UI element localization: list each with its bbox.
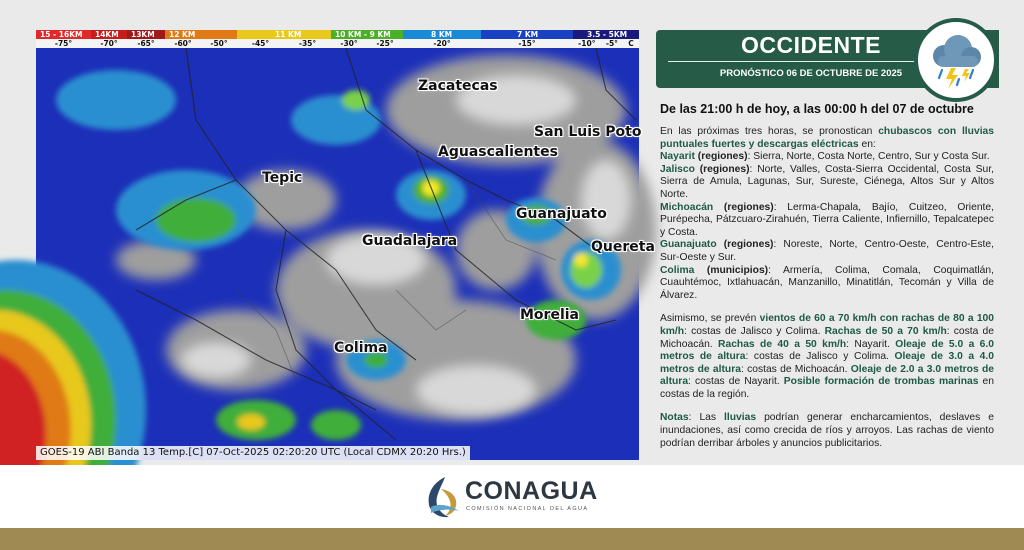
region-title: OCCIDENTE [741,32,881,58]
region-michoacan: Michoacán (regiones): Lerma-Chapala, Bajío, Cuitzeo, Oriente, Purépecha, Pátzcuaro-Zirahuén, Tierra Caliente, Infiernillo, Tepalcatepec y Costa. [660,201,994,238]
scale-altitude: 8 KM [431,30,453,39]
city-label-guanajuato: Guanajuato [516,206,607,222]
scale-altitude: 12 KM [169,30,196,39]
scale-temp: -60° [174,39,192,48]
scale-altitude: 3.5 - 5KM [587,30,628,39]
footer-gold-bar [0,528,1024,550]
scale-temp: -65° [137,39,155,48]
conagua-logo-icon [423,475,463,519]
scale-temp: -35° [298,39,317,48]
city-label-guadalajara: Guadalajara [362,233,458,249]
forecast-period: De las 21:00 h de hoy, a las 00:00 h del 07 de octubre [660,102,974,116]
forecast-report [660,126,994,450]
region-jalisco: Jalisco (regiones): Norte, Valles, Costa-Sierra Occidental, Costa Sur, Sierra de Amula, Lagunas, Sur, Sureste, Ciénega, Altos Sur y Altos Norte. [660,163,994,200]
scale-altitude: 11 KM [275,30,302,39]
scale-temp: -45° [251,39,270,48]
scale-segment [481,30,573,48]
region-nayarit: Nayarit (regiones): Sierra, Norte, Costa Norte, Centro, Sur y Costa Sur. [660,151,990,163]
scale-temp: C [628,39,634,48]
region-guanajuato: Guanajuato (regiones): Noreste, Norte, Centro-Oeste, Centro-Este, Sur-Oeste y Sur. [660,239,994,263]
notes-paragraph: Notas: Las lluvias podrían generar encharcamientos, deslaves e inundaciones, así como crecida de ríos y arroyos. Las rachas de viento podrían derribar árboles y anuncios publicitarios. [660,412,995,449]
scale-segment [573,30,639,48]
rain-highlight: chubascos con lluvias puntuales fuertes y descargas eléctricas [660,126,995,150]
city-label-san-luis: San Luis Poto [534,124,642,140]
city-label-tepic: Tepic [262,170,303,186]
scale-temp: -75° [54,39,73,48]
scale-temp: -50° [210,39,228,48]
scale-altitude: 7 KM [517,30,539,39]
city-label-zacatecas: Zacatecas [418,78,498,94]
scale-altitude: 13KM [131,30,155,39]
logo-wordmark: CONAGUA [465,477,598,505]
satellite-caption: GOES-19 ABI Banda 13 Temp.[C] 07-Oct-2025 02:20:20 UTC (Local CDMX 20:20 Hrs.) [36,446,470,460]
scale-segment [403,30,481,48]
scale-altitude: 14KM [95,30,119,39]
scale-altitude: 15 - 16KM [40,30,83,39]
satellite-map-graphic [36,30,642,460]
scale-segment [331,30,403,48]
banner-divider [668,61,932,62]
scale-segment [127,30,165,48]
city-label-colima: Colima [334,340,388,356]
scale-segment [165,30,237,48]
city-label-morelia: Morelia [520,307,579,323]
satellite-image [36,30,655,460]
scale-temp: -15° [518,39,536,48]
wind-wave-paragraph: Asimismo, se prevén vientos de 60 a 70 km/h con rachas de 80 a 100 km/h: costas de Jalisco y Colima. Rachas de 50 a 70 km/h: costa de Michoacán. Rachas de 40 a 50 km/h: Nayarit. Oleaje de 5.0 a 6.0 metros de altura: costas de Jalisco y Colima. Oleaje de 3.0 a 4.0 metros de altura: costas de Michoacán. Oleaje de 2.0 a 3.0 metros de altura: costas de Nayarit. Posible formación de trombas marinas en costas de la región. [660,313,994,400]
scale-segment [91,30,127,48]
storm-cloud-icon [914,18,998,102]
scale-temp: -5° [605,39,618,48]
scale-temp: -25° [376,39,394,48]
forecast-date: PRONÓSTICO 06 DE OCTUBRE DE 2025 [719,68,903,79]
scale-temp: -10° [578,39,596,48]
scale-temp: -70° [100,39,118,48]
scale-segment [237,30,331,48]
city-label-aguascalientes: Aguascalientes [438,144,558,160]
temperature-scale [36,30,639,48]
region-colima: Colima (municipios): Armería, Colima, Comala, Coquimatlán, Cuauhtémoc, Ixtlahuacán, Manzanillo, Minatitlán, Tecomán y Villa de Álvarez. [660,264,994,301]
scale-temp: -20° [433,39,451,48]
city-label-queretaro: Quereta [591,239,655,255]
scale-segment [36,30,91,48]
scale-altitude: 10 KM - 9 KM [335,30,391,39]
scale-temp: -30° [340,39,358,48]
conagua-logo [423,473,603,521]
report-intro: En las próximas tres horas, se pronostican chubascos con lluvias puntuales fuertes y descargas eléctricas en: [660,126,995,150]
logo-subtitle: COMISIÓN NACIONAL DEL AGUA [466,506,589,512]
